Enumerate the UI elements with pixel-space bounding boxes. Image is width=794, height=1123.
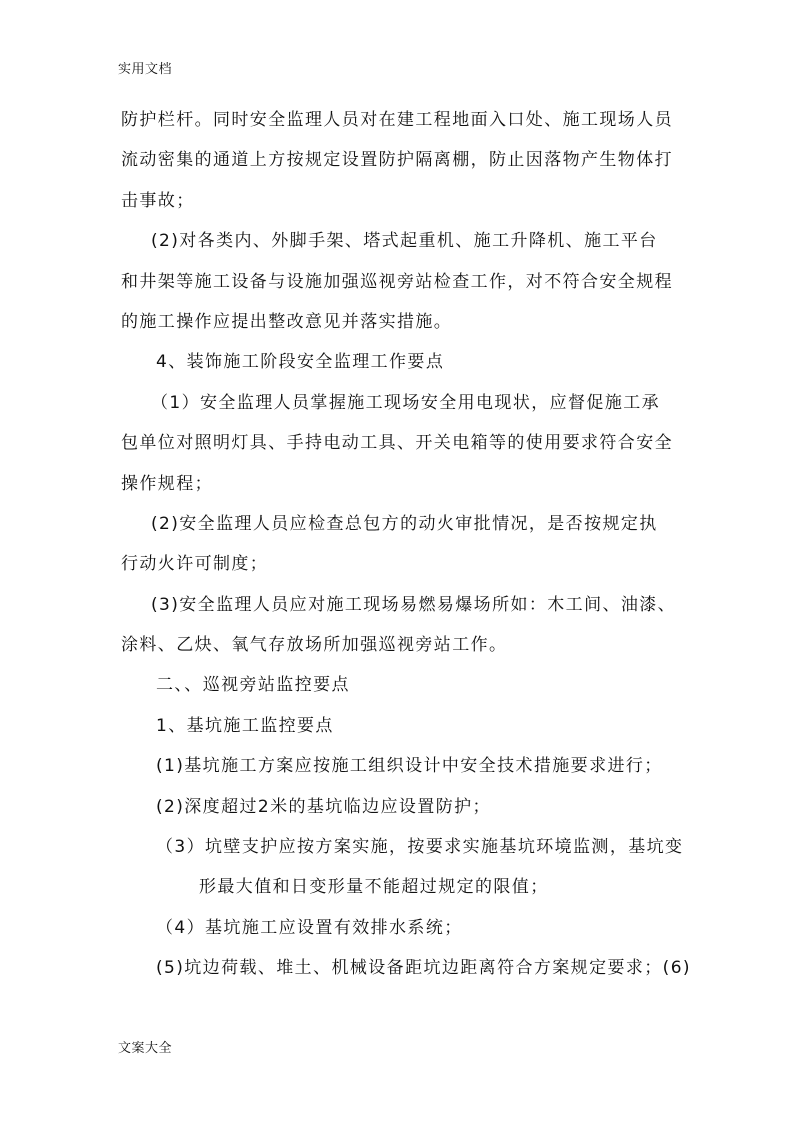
- subsection-heading: 1、基坑施工监控要点: [156, 715, 334, 736]
- list-item: （3）坑壁支护应按方案实施，按要求实施基坑环境监测，基坑变: [156, 837, 684, 858]
- list-item: （4）基坑施工应设置有效排水系统；: [156, 917, 463, 938]
- list-item: (1)基坑施工方案应按施工组织设计中安全技术措施要求进行；: [156, 756, 663, 777]
- paragraph-line: 操作规程；: [121, 473, 213, 494]
- paragraph-line: 包单位对照明灯具、手持电动工具、开关电箱等的使用要求符合安全: [121, 433, 673, 454]
- list-item: (2)深度超过2米的基坑临边应设置防护；: [156, 796, 491, 817]
- section-heading: 4、装饰施工阶段安全监理工作要点: [156, 352, 445, 373]
- page-footer: 文案大全: [118, 1041, 173, 1056]
- paragraph-line: 防护栏杆。同时安全监理人员对在建工程地面入口处、施工现场人员: [121, 110, 673, 130]
- paragraph-line: 的施工操作应提出整改意见并落实措施。: [121, 311, 453, 332]
- paragraph-line: （1）安全监理人员掌握施工现场安全用电现状，应督促施工承: [151, 392, 661, 413]
- paragraph-line: (2)安全监理人员应检查总包方的动火审批情况，是否按规定执: [151, 513, 658, 534]
- list-item-continuation: 形最大值和日变形量不能超过规定的限值；: [199, 877, 549, 898]
- paragraph-line: 行动火许可制度；: [121, 554, 269, 575]
- paragraph-line: (3)安全监理人员应对施工现场易燃易爆场所如：木工间、油漆、: [151, 594, 677, 615]
- section-heading: 二、、巡视旁站监控要点: [156, 675, 350, 696]
- paragraph-line: 涂料、乙炔、氧气存放场所加强巡视旁站工作。: [121, 635, 508, 656]
- paragraph-line: 流动密集的通道上方按规定设置防护隔离棚，防止因落物产生物体打: [121, 150, 673, 171]
- list-item: (5)坑边荷载、堆土、机械设备距坑边距离符合方案规定要求；(6): [156, 958, 691, 979]
- document-body: [121, 100, 691, 989]
- paragraph-line: (2)对各类内、外脚手架、塔式起重机、施工升降机、施工平台: [151, 231, 658, 252]
- page-header: 实用文档: [118, 62, 173, 77]
- paragraph-line: 击事故；: [121, 190, 195, 211]
- paragraph-line: 和井架等施工设备与设施加强巡视旁站检查工作，对不符合安全规程: [121, 271, 673, 292]
